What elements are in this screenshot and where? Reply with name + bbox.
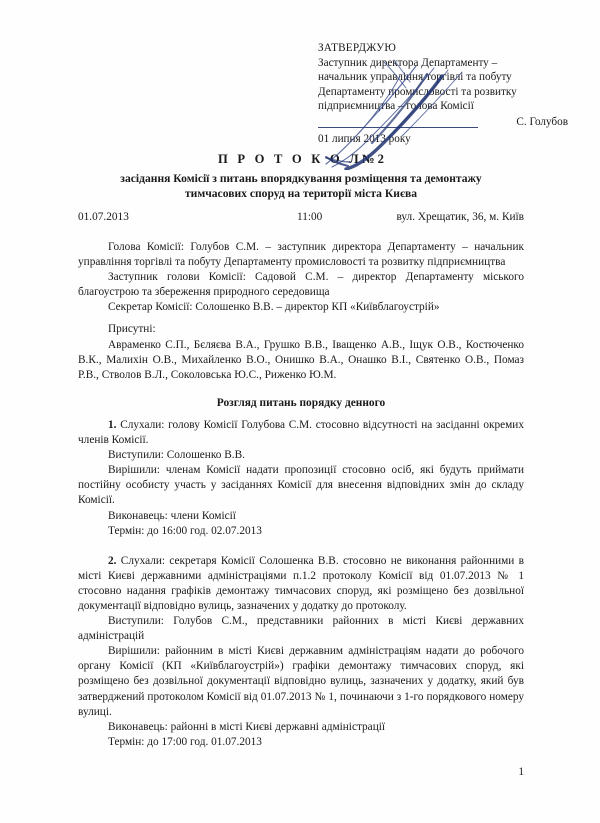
attendees-list: Авраменко С.П., Бєляєва В.А., Грушко В.В., Іващенко А.В., Іщук О.В., Костюченко В.К., Малихін О.В., Михайленко В.О., Онишко В.А., Онашко В.І., Святенко О.В., Помаз Р.В., Стволов В.Л., Соколовська Ю.С., Риженко Ю.М. bbox=[78, 338, 524, 381]
agenda-item-1-decided: Вирішили: членам Комісії надати пропозиції стосовно осіб, які будуть приймати постійну особисту участь у засіданнях Комісії для внесення відповідних змін до складу Комісії. bbox=[78, 464, 524, 507]
document-title bbox=[78, 152, 524, 167]
approval-line-3: Департаменту промисловості та розвитку bbox=[318, 85, 517, 98]
attendees-label: Присутні: bbox=[108, 323, 156, 336]
agenda-item-2-executor: Виконавець: районні в місті Києві державні адміністрації bbox=[108, 720, 386, 733]
approval-line-2: начальник управління торгівлі та побуту bbox=[318, 71, 512, 84]
agenda-item-1-deadline: Термін: до 16:00 год. 02.07.2013 bbox=[108, 524, 262, 537]
chair-line: Голова Комісії: Голубов С.М. – заступник директора Департаменту – начальник управління торгівлі та побуту Департаменту промисловості та розвитку підприємництва bbox=[78, 241, 524, 269]
approval-line-1: Заступник директора Департаменту – bbox=[318, 56, 498, 69]
agenda-item-1-spoke: Виступили: Солошенко В.В. bbox=[108, 449, 245, 462]
document-number: № 2 bbox=[361, 152, 384, 166]
page-number: 1 bbox=[518, 766, 524, 778]
document-subtitle bbox=[78, 171, 524, 201]
agenda-item-2-spoke: Виступили: Голубов С.М., представники районних в місті Києві державних адміністрацій bbox=[78, 615, 524, 643]
spacer bbox=[78, 539, 524, 554]
signature-row bbox=[318, 115, 568, 131]
secretary-line: Секретар Комісії: Солошенко В.В. – директор КП «Київблагоустрій» bbox=[108, 301, 440, 314]
agenda-item-1-heard-text: Слухали: голову Комісії Голубова С.М. стосовно відсутності на засіданні окремих членів Комісії. bbox=[78, 418, 524, 447]
meeting-time: 11:00 bbox=[297, 211, 323, 223]
meeting-date: 01.07.2013 bbox=[78, 211, 129, 223]
signer-name: С. Голубов bbox=[516, 115, 568, 128]
signature-rule bbox=[318, 127, 478, 128]
document-title-block bbox=[78, 152, 524, 201]
document-subtitle-line-2: тимчасових споруд на території міста Києва bbox=[184, 187, 418, 200]
approval-line-4: підприємництва – голова Комісії bbox=[318, 100, 474, 113]
spacer bbox=[78, 315, 524, 322]
agenda-item-2-heard-text: Слухали: секретаря Комісії Солошенка В.В. стосовно не виконання районними в місті Києві державними адміністраціями п.1.2 протоколу Комісії від 01.07.2013 № 1 стосовно надання графіків демонтажу тимчасових споруд, які розміщено без дозвільної документації відповідно вулиць, зазначених у додатку до протоколу. bbox=[78, 554, 524, 612]
agenda-item-1-number: 1. bbox=[108, 418, 117, 431]
approval-date: 01 липня 2013 року bbox=[318, 132, 411, 145]
approval-block bbox=[318, 41, 568, 147]
meeting-place: вул. Хрещатик, 36, м. Київ bbox=[396, 211, 524, 223]
agenda-item-1-executor: Виконавець: члени Комісії bbox=[108, 509, 236, 522]
agenda-item-1-heard bbox=[78, 418, 524, 448]
spacer bbox=[78, 383, 524, 396]
spacer bbox=[78, 411, 524, 418]
document-body bbox=[78, 240, 524, 750]
agenda-item-2-deadline: Термін: до 17:00 год. 01.07.2013 bbox=[108, 735, 262, 748]
document-title-text: П Р О Т О К О Л bbox=[218, 152, 362, 166]
agenda-heading: Розгляд питань порядку денного bbox=[216, 396, 386, 409]
agenda-item-2-heard bbox=[78, 554, 524, 614]
document-subtitle-line-1: засідання Комісії з питань впорядкування розміщення та демонтажу bbox=[120, 172, 482, 185]
approval-title: ЗАТВЕРДЖУЮ bbox=[318, 42, 397, 54]
agenda-item-2-decided: Вирішили: районним в місті Києві державним адміністраціям надати до робочого органу Комісії (КП «Київблагоустрій») графіки демонтажу тимчасових споруд, які розміщено без дозвільної документації відповідно вулиць, зазначених у додатку, який був затверджений протоколом Комісії від 01.07.2013 № 1, починаючи з 1-го порядкового номеру вулиці. bbox=[78, 645, 524, 718]
agenda-item-2-number: 2. bbox=[108, 554, 117, 567]
deputy-chair-line: Заступник голови Комісії: Садовой С.М. – директор Департаменту міського благоустрою та збереження природного середовища bbox=[78, 271, 524, 299]
